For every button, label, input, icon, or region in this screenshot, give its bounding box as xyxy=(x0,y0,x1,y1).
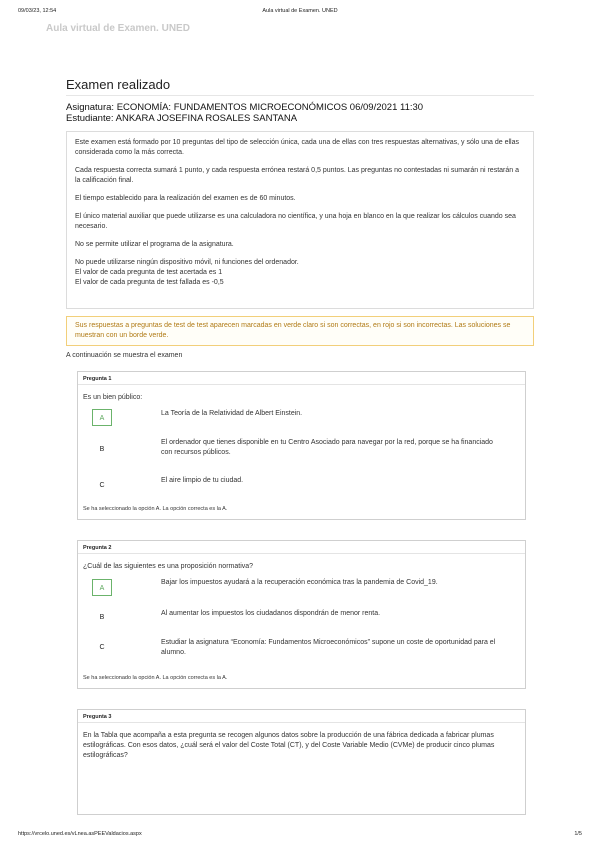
print-page-number: 1/5 xyxy=(574,831,582,837)
option-text: El ordenador que tienes disponible en tu Centro Asociado para navegar por la red, porque se ha financiado con recursos públicos. xyxy=(161,439,493,456)
instruction-text: El tiempo establecido para la realización del examen es de 60 minutos. xyxy=(75,195,296,202)
option-letter-correct: A xyxy=(92,409,112,426)
print-datetime: 09/03/23, 12:54 xyxy=(18,8,57,14)
option-text: Bajar los impuestos ayudará a la recuperación económica tras la pandemia de Covid_19. xyxy=(161,579,438,586)
question-card-3 xyxy=(77,709,526,815)
instruction-text: El valor de cada pregunta de test fallada es -0,5 xyxy=(75,279,224,286)
instruction-text: No se permite utilizar el programa de la asignatura. xyxy=(75,241,234,248)
option-text: Estudiar la asignatura “Economía: Fundamentos Microeconómicos” supone un coste de oportunidad para el alumno. xyxy=(161,639,496,656)
page-title: Examen realizado xyxy=(66,77,171,92)
answers-notice: Sus respuestas a preguntas de test de test aparecen marcadas en verde claro si son correctas, en rojo si son incorrectas. Las soluciones se muestran con un borde verde. xyxy=(66,316,534,346)
option-letter: B xyxy=(99,614,105,621)
option-letter: C xyxy=(99,644,105,651)
option-letter: C xyxy=(99,482,105,489)
subject-block xyxy=(66,103,423,124)
instruction-text: Cada respuesta correcta sumará 1 punto, y cada respuesta errónea restará 0,5 puntos. Las preguntas no contestadas ni sumarán ni restarán a la calificación final. xyxy=(75,167,519,184)
instruction-text: No puede utilizarse ningún dispositivo móvil, ni funciones del ordenador. xyxy=(75,259,299,266)
site-title: Aula virtual de Examen. UNED xyxy=(46,23,190,34)
print-url: https://vrcelo.uned.es/vLnea.asPEEValdacios.aspx xyxy=(18,831,142,837)
instruction-text: El único material auxiliar que puede utilizarse es una calculadora no científica, y una hoja en blanco en la que realizar los cálculos cuando sea necesario. xyxy=(75,213,516,230)
question-text: ¿Cuál de las siguientes es una proposición normativa? xyxy=(83,563,254,570)
instructions-box xyxy=(66,131,534,309)
question-text: En la Tabla que acompaña a esta pregunta se recogen algunos datos sobre la producción de una fábrica dedicada a fabricar plumas estilográficas. Con esos datos, ¿cuál será el valor del Coste Total (CT), y del Coste Variable Medio (CVMe) de producir cinco plumas estilográficas? xyxy=(83,732,495,759)
print-page-title: Aula virtual de Examen. UNED xyxy=(262,8,338,14)
option-letter-correct: A xyxy=(92,579,112,596)
option-text: La Teoría de la Relatividad de Albert Einstein. xyxy=(161,410,303,417)
option-text: El aire limpio de tu ciudad. xyxy=(161,477,244,484)
question-card-1 xyxy=(77,371,526,520)
instruction-text: El valor de cada pregunta de test acertada es 1 xyxy=(75,269,223,276)
exam-intro: A continuación se muestra el examen xyxy=(66,352,183,359)
question-label: Pregunta 2 xyxy=(78,541,525,554)
question-result: Se ha seleccionado la opción A. La opción correcta es la A. xyxy=(83,506,228,512)
question-card-2 xyxy=(77,540,526,689)
question-result: Se ha seleccionado la opción A. La opción correcta es la A. xyxy=(83,675,228,681)
instruction-text: Este examen está formado por 10 preguntas del tipo de selección única, cada una de ellas con tres respuestas alternativas, y sólo una de ellas considerada como la más correcta. xyxy=(75,139,519,156)
heading-divider xyxy=(66,95,534,96)
print-footer xyxy=(18,831,582,837)
subject-asignatura: Asignatura: ECONOMÍA: FUNDAMENTOS MICROECONÓMICOS 06/09/2021 11:30 xyxy=(66,102,424,113)
question-label: Pregunta 3 xyxy=(78,710,525,723)
question-text: Es un bien público: xyxy=(83,394,143,401)
subject-estudiante: Estudiante: ANKARA JOSEFINA ROSALES SANTANA xyxy=(66,112,298,124)
option-letter: B xyxy=(99,446,105,453)
question-label: Pregunta 1 xyxy=(78,372,525,385)
option-text: Al aumentar los impuestos los ciudadanos dispondrán de menor renta. xyxy=(161,610,381,617)
